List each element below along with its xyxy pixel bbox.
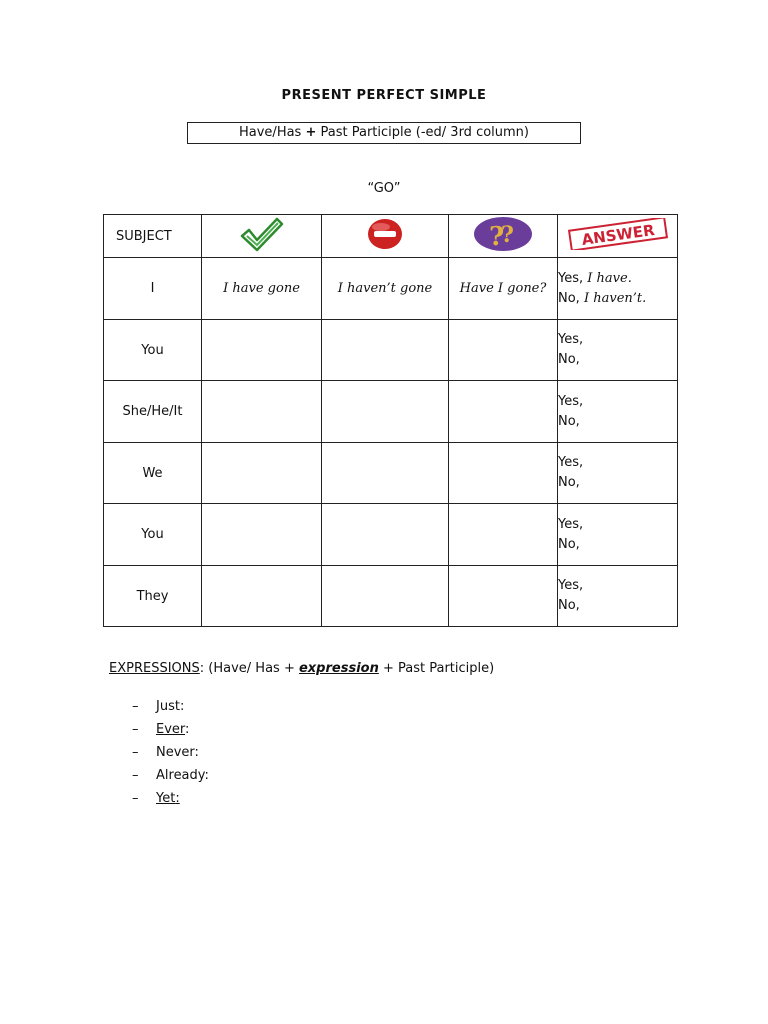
formula-box bbox=[187, 122, 581, 144]
expression-word: Ever bbox=[156, 722, 186, 737]
list-item bbox=[132, 767, 209, 790]
question-cell[interactable] bbox=[449, 504, 558, 566]
no-label: No, bbox=[558, 352, 580, 367]
negative-cell[interactable] bbox=[322, 381, 449, 443]
no-label: No, bbox=[558, 290, 580, 306]
dash: – bbox=[132, 745, 139, 760]
list-item bbox=[132, 698, 209, 721]
no-answer: I haven’t. bbox=[583, 290, 647, 306]
page-title: PRESENT PERFECT SIMPLE bbox=[281, 88, 487, 103]
expression-suffix: : bbox=[185, 722, 190, 737]
yes-label: Yes, bbox=[558, 393, 584, 409]
table-row bbox=[104, 566, 678, 627]
expression-word: expression bbox=[298, 661, 379, 676]
expression-suffix: : bbox=[204, 768, 209, 783]
formula-plus: + bbox=[305, 125, 317, 140]
affirmative-cell: I have gone bbox=[202, 258, 322, 320]
expression-word: Just bbox=[156, 699, 180, 714]
negative-cell[interactable] bbox=[322, 443, 449, 504]
subject-cell: I bbox=[104, 258, 202, 320]
purple-question-icon bbox=[472, 215, 534, 253]
table-header-row bbox=[104, 215, 678, 258]
negative-cell[interactable] bbox=[322, 504, 449, 566]
table-row bbox=[104, 504, 678, 566]
question-cell[interactable] bbox=[449, 443, 558, 504]
negative-cell[interactable] bbox=[322, 566, 449, 627]
subject-cell: She/He/It bbox=[104, 381, 202, 443]
question-cell: Have I gone? bbox=[449, 258, 558, 320]
affirmative-header bbox=[202, 215, 322, 258]
dash: – bbox=[132, 722, 139, 737]
subject-cell: We bbox=[104, 443, 202, 504]
yes-label: Yes, bbox=[558, 332, 584, 347]
expressions-heading bbox=[109, 661, 494, 676]
question-cell[interactable] bbox=[449, 566, 558, 627]
expressions-list bbox=[132, 698, 209, 813]
answer-stamp-icon bbox=[566, 218, 670, 250]
subject-header: SUBJECT bbox=[104, 215, 202, 258]
table-row bbox=[104, 320, 678, 381]
svg-text:?: ? bbox=[489, 222, 505, 252]
answer-cell[interactable] bbox=[558, 566, 678, 627]
dash: – bbox=[132, 768, 139, 783]
question-cell[interactable] bbox=[449, 381, 558, 443]
yes-label: Yes, bbox=[558, 270, 584, 286]
no-label: No, bbox=[558, 598, 580, 613]
svg-text:?: ? bbox=[501, 222, 514, 248]
negative-cell: I haven’t gone bbox=[322, 258, 449, 320]
expression-word: Never bbox=[156, 745, 195, 760]
subject-cell: You bbox=[104, 504, 202, 566]
expressions-formula-prefix: (Have/ Has + bbox=[204, 661, 299, 676]
yes-label: Yes, bbox=[558, 578, 584, 593]
table-row bbox=[104, 258, 678, 320]
expression-word: Yet bbox=[156, 791, 176, 806]
formula-right: Past Participle (-ed/ 3rd column) bbox=[320, 125, 529, 140]
affirmative-cell[interactable] bbox=[202, 381, 322, 443]
table-row bbox=[104, 443, 678, 504]
negative-header bbox=[322, 215, 449, 258]
yes-label: Yes, bbox=[558, 455, 584, 470]
yes-label: Yes, bbox=[558, 516, 584, 532]
list-item bbox=[132, 744, 209, 767]
answer-stamp-text: ANSWER bbox=[580, 220, 656, 250]
yes-answer: I have. bbox=[587, 270, 632, 286]
verb-label: “GO” bbox=[367, 181, 401, 196]
affirmative-cell[interactable] bbox=[202, 566, 322, 627]
answer-cell[interactable] bbox=[558, 381, 678, 443]
red-minus-icon bbox=[365, 217, 405, 251]
question-header bbox=[449, 215, 558, 258]
affirmative-cell[interactable] bbox=[202, 320, 322, 381]
green-check-icon bbox=[239, 216, 285, 252]
conjugation-table bbox=[103, 214, 678, 627]
answer-cell bbox=[558, 258, 678, 320]
no-label: No, bbox=[558, 475, 580, 490]
expressions-formula-suffix: + Past Participle) bbox=[378, 661, 495, 676]
table-row bbox=[104, 381, 678, 443]
formula-left: Have/Has bbox=[239, 125, 302, 140]
no-label: No, bbox=[558, 413, 580, 429]
question-cell[interactable] bbox=[449, 320, 558, 381]
expressions-colon: : bbox=[199, 661, 205, 676]
list-item bbox=[132, 790, 209, 813]
expression-suffix: : bbox=[175, 791, 180, 806]
affirmative-cell[interactable] bbox=[202, 443, 322, 504]
expression-suffix: : bbox=[179, 699, 185, 714]
subject-cell: You bbox=[104, 320, 202, 381]
affirmative-cell[interactable] bbox=[202, 504, 322, 566]
negative-cell[interactable] bbox=[322, 320, 449, 381]
list-item bbox=[132, 721, 209, 744]
answer-cell[interactable] bbox=[558, 320, 678, 381]
answer-header bbox=[558, 215, 678, 258]
answer-cell[interactable] bbox=[558, 504, 678, 566]
dash: – bbox=[132, 791, 139, 806]
subject-cell: They bbox=[104, 566, 202, 627]
expression-suffix: : bbox=[194, 745, 199, 760]
expressions-label: EXPRESSIONS bbox=[109, 661, 200, 676]
dash: – bbox=[132, 699, 139, 714]
expression-word: Already bbox=[156, 768, 205, 783]
answer-cell[interactable] bbox=[558, 443, 678, 504]
no-label: No, bbox=[558, 536, 580, 552]
